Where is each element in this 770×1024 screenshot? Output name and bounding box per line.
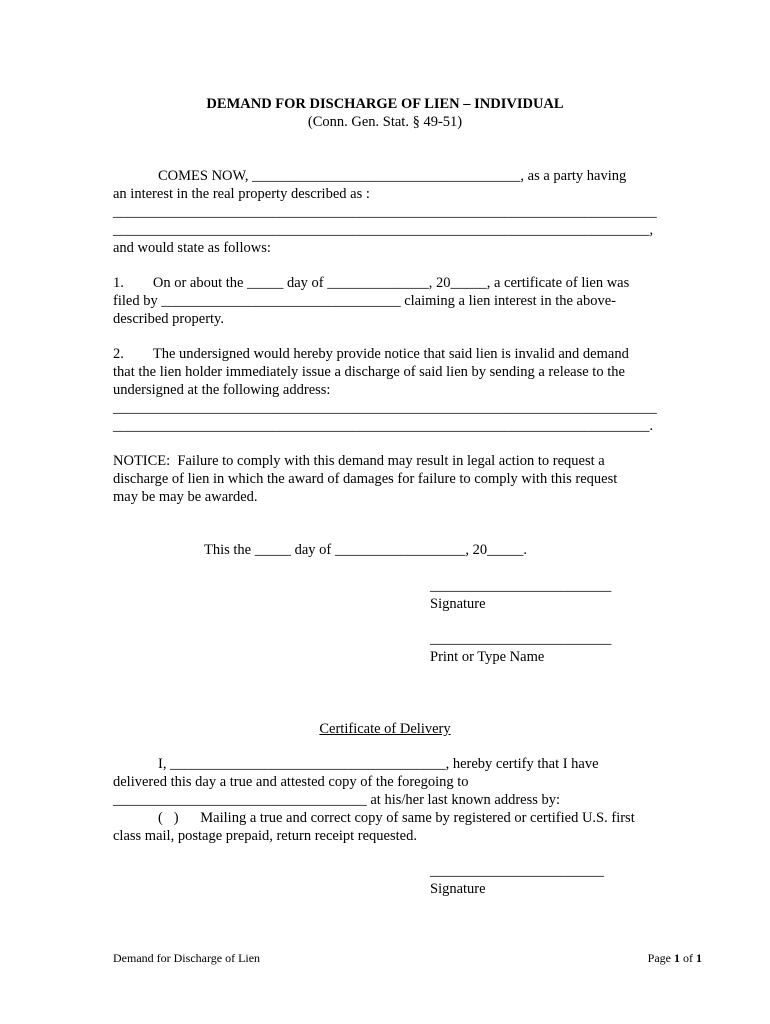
print-name-label: Print or Type Name (430, 649, 545, 665)
certificate-heading: Certificate of Delivery (319, 721, 451, 737)
certificate-line-2: delivered this day a true and attested copy of the foregoing to (113, 774, 469, 790)
notice-line-1: NOTICE: Failure to comply with this demand may result in legal action to request a (113, 453, 605, 469)
para1-line-2: filed by _________________________________ claiming a lien interest in the above- (113, 293, 616, 309)
para2-line-2: that the lien holder immediately issue a discharge of said lien by sending a release to the (113, 364, 625, 380)
statute-citation: (Conn. Gen. Stat. § 49-51) (307, 114, 463, 130)
para1-line-1: 1. On or about the _____ day of ______________, 20_____, a certificate of lien was (113, 275, 630, 291)
address-blank-1: ___________________________________________________________________________ (113, 400, 657, 416)
certificate-signature-label: Signature (430, 881, 486, 897)
certificate-line-5: class mail, postage prepaid, return receipt requested. (113, 828, 417, 844)
signature-line-1: _________________________ (430, 578, 612, 594)
certificate-line-4: ( ) Mailing a true and correct copy of same by registered or certified U.S. first (158, 810, 635, 826)
property-description-blank-2: __________________________________________________________________________, (113, 222, 654, 238)
page-current: 1 (674, 951, 680, 965)
notice-line-2: discharge of lien in which the award of damages for failure to comply with this request (113, 471, 618, 487)
para1-line-3: described property. (113, 311, 224, 327)
page-of: of (680, 951, 696, 965)
address-blank-2: __________________________________________________________________________. (113, 418, 654, 434)
certificate-line-1: I, ______________________________________, hereby certify that I have (158, 756, 599, 772)
footer-page-number (648, 949, 702, 967)
page-prefix: Page (647, 951, 674, 965)
certificate-signature-line: ________________________ (430, 863, 604, 879)
intro-line-2: an interest in the real property described as : (113, 186, 370, 202)
document-title: DEMAND FOR DISCHARGE OF LIEN – INDIVIDUAL (206, 96, 564, 112)
footer-title: Demand for Discharge of Lien (113, 951, 261, 965)
intro-line-1: COMES NOW, _____________________________________, as a party having (158, 168, 627, 184)
para2-line-1: 2. The undersigned would hereby provide notice that said lien is invalid and demand (113, 346, 629, 362)
para2-line-3: undersigned at the following address: (113, 382, 331, 398)
date-line: This the _____ day of __________________, 20_____. (204, 542, 528, 558)
signature-label-1: Signature (430, 596, 486, 612)
intro-line-5: and would state as follows: (113, 240, 271, 256)
property-description-blank-1: ___________________________________________________________________________ (113, 204, 657, 220)
certificate-line-3: ___________________________________ at his/her last known address by: (113, 792, 561, 808)
page-total: 1 (696, 951, 702, 965)
notice-line-3: may be may be awarded. (113, 489, 258, 505)
print-name-line: _________________________ (430, 631, 612, 647)
